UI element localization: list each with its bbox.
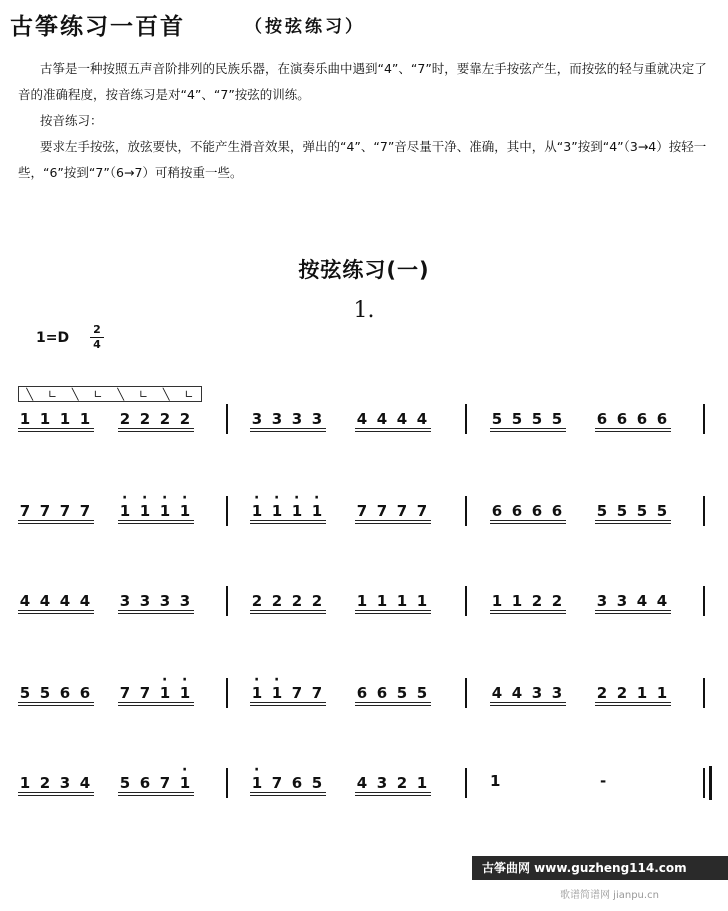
bow-mark: ╲ bbox=[162, 387, 170, 401]
note: 6 bbox=[491, 502, 503, 520]
beam-line bbox=[355, 428, 431, 429]
note: 7 bbox=[376, 502, 388, 520]
note: 3 bbox=[139, 592, 151, 610]
note: 7 bbox=[159, 774, 171, 792]
note: 7 bbox=[39, 502, 51, 520]
note: 6 bbox=[531, 502, 543, 520]
note: 5 bbox=[636, 502, 648, 520]
note: 4 bbox=[79, 774, 91, 792]
beam-line bbox=[18, 431, 94, 432]
beam-line bbox=[595, 428, 671, 429]
note: 3 bbox=[119, 592, 131, 610]
watermark-site: 古筝曲网 www.guzheng114.com bbox=[472, 856, 728, 880]
beam-line bbox=[18, 613, 94, 614]
note: 2 bbox=[39, 774, 51, 792]
note: 2 bbox=[291, 592, 303, 610]
note: 4 bbox=[511, 684, 523, 702]
score-row bbox=[0, 584, 728, 624]
note: 2 bbox=[179, 410, 191, 428]
beam-line bbox=[595, 705, 671, 706]
beam-line bbox=[355, 613, 431, 614]
note: 2 bbox=[531, 592, 543, 610]
beam-line bbox=[250, 705, 326, 706]
note: 6 bbox=[596, 410, 608, 428]
beam-line bbox=[490, 613, 566, 614]
note: 7 bbox=[416, 502, 428, 520]
note: 7 bbox=[311, 684, 323, 702]
beam-line bbox=[355, 792, 431, 793]
beam-line bbox=[595, 431, 671, 432]
bar-line bbox=[465, 586, 467, 616]
note: 5 bbox=[531, 410, 543, 428]
beam-line bbox=[490, 523, 566, 524]
note: 7 bbox=[396, 502, 408, 520]
beam-line bbox=[250, 792, 326, 793]
note: 6 bbox=[511, 502, 523, 520]
note: 6 bbox=[636, 410, 648, 428]
note: 4 bbox=[39, 592, 51, 610]
watermark-sub: 歌谱简谱网 jianpu.cn bbox=[560, 890, 659, 901]
note: · 1 bbox=[178, 684, 192, 702]
bar-line bbox=[703, 404, 705, 434]
intro-requirements: 要求左手按弦，放弦要快，不能产生滑音效果，弹出的“4”、“7”音尽量干净、准确，其中，从“3”按到“4”（3→4）按轻一些，“6”按到“7”（6→7）可稍按重一些。 bbox=[18, 139, 707, 180]
bar-line bbox=[226, 768, 228, 798]
beam-line bbox=[118, 610, 194, 611]
note: 5 bbox=[596, 502, 608, 520]
final-barline-thin bbox=[703, 768, 705, 798]
score-row bbox=[0, 766, 728, 806]
beam-line bbox=[18, 705, 94, 706]
note: 2 bbox=[271, 592, 283, 610]
bow-mark: ∟ bbox=[47, 387, 58, 401]
note: 5 bbox=[491, 410, 503, 428]
note: 5 bbox=[396, 684, 408, 702]
note: 2 bbox=[119, 410, 131, 428]
score-row bbox=[0, 402, 728, 442]
beam-line bbox=[18, 795, 94, 796]
note: 3 bbox=[291, 410, 303, 428]
beam-line bbox=[355, 705, 431, 706]
beam-line bbox=[355, 795, 431, 796]
final-barline bbox=[709, 766, 712, 800]
beam-line bbox=[355, 702, 431, 703]
beam-line bbox=[490, 428, 566, 429]
exercise-heading: 按弦练习(一) bbox=[298, 258, 430, 282]
note: · 1 bbox=[158, 684, 172, 702]
intro-paragraph: 古筝是一种按照五声音阶排列的民族乐器，在演奏乐曲中遇到“4”、“7”时，要靠左手按弦产生，而按弦的轻与重就决定了音的准确程度，按音练习是对“4”、“7”按弦的训练。 bbox=[18, 61, 707, 102]
note: 4 bbox=[416, 410, 428, 428]
beam-line bbox=[355, 523, 431, 524]
beam-line bbox=[118, 613, 194, 614]
note: 1 bbox=[416, 592, 428, 610]
note: 3 bbox=[59, 774, 71, 792]
note: 1 bbox=[491, 592, 503, 610]
beam-line bbox=[595, 523, 671, 524]
note: · 1 bbox=[270, 684, 284, 702]
note: 1 bbox=[19, 774, 31, 792]
beam-line bbox=[118, 520, 194, 521]
note: 4 bbox=[636, 592, 648, 610]
bow-mark: ╲ bbox=[26, 387, 34, 401]
note: · 1 bbox=[310, 502, 324, 520]
note: 3 bbox=[531, 684, 543, 702]
note: 1 bbox=[19, 410, 31, 428]
beam-line bbox=[490, 431, 566, 432]
note: 6 bbox=[59, 684, 71, 702]
bar-line bbox=[465, 768, 467, 798]
note: 6 bbox=[291, 774, 303, 792]
beam-line bbox=[490, 610, 566, 611]
beam-line bbox=[118, 428, 194, 429]
beam-line bbox=[490, 702, 566, 703]
note: 3 bbox=[311, 410, 323, 428]
beam-line bbox=[118, 795, 194, 796]
note: 4 bbox=[356, 410, 368, 428]
bowing-marks bbox=[18, 386, 202, 402]
note: 3 bbox=[551, 684, 563, 702]
score-row bbox=[0, 676, 728, 716]
note: 6 bbox=[79, 684, 91, 702]
note: 4 bbox=[79, 592, 91, 610]
beam-line bbox=[18, 702, 94, 703]
bow-mark: ╲ bbox=[71, 387, 79, 401]
beam-line bbox=[18, 792, 94, 793]
beam-line bbox=[595, 520, 671, 521]
note: 1 bbox=[396, 592, 408, 610]
beam-line bbox=[18, 610, 94, 611]
note: 5 bbox=[656, 502, 668, 520]
note: 7 bbox=[291, 684, 303, 702]
note: · 1 bbox=[178, 502, 192, 520]
note: 6 bbox=[356, 684, 368, 702]
note: · 1 bbox=[158, 502, 172, 520]
beam-line bbox=[118, 702, 194, 703]
beam-line bbox=[250, 428, 326, 429]
note: 1 bbox=[79, 410, 91, 428]
note: 2 bbox=[159, 410, 171, 428]
note: 5 bbox=[311, 774, 323, 792]
note: 5 bbox=[616, 502, 628, 520]
note: 6 bbox=[656, 410, 668, 428]
beam-line bbox=[250, 702, 326, 703]
note: · 1 bbox=[290, 502, 304, 520]
beam-line bbox=[490, 520, 566, 521]
note: 5 bbox=[39, 684, 51, 702]
beam-line bbox=[250, 520, 326, 521]
beam-line bbox=[595, 702, 671, 703]
beam-line bbox=[118, 431, 194, 432]
beam-line bbox=[18, 428, 94, 429]
bar-line bbox=[703, 496, 705, 526]
time-top: 2 bbox=[93, 323, 101, 336]
bar-line bbox=[226, 496, 228, 526]
beam-line bbox=[18, 520, 94, 521]
note: 2 bbox=[616, 684, 628, 702]
beam-line bbox=[250, 795, 326, 796]
note: 2 bbox=[396, 774, 408, 792]
beam-line bbox=[118, 523, 194, 524]
note: 4 bbox=[19, 592, 31, 610]
beam-line bbox=[355, 610, 431, 611]
note: 5 bbox=[119, 774, 131, 792]
note: 6 bbox=[551, 502, 563, 520]
note: 3 bbox=[376, 774, 388, 792]
note: 4 bbox=[396, 410, 408, 428]
note: 3 bbox=[251, 410, 263, 428]
note: 3 bbox=[616, 592, 628, 610]
note: 7 bbox=[356, 502, 368, 520]
note: 7 bbox=[119, 684, 131, 702]
intro-label: 按音练习： bbox=[40, 113, 103, 128]
note: 6 bbox=[376, 684, 388, 702]
beam-line bbox=[250, 613, 326, 614]
hold-dash: - bbox=[600, 772, 607, 790]
bow-mark: ∟ bbox=[138, 387, 149, 401]
bow-mark: ∟ bbox=[93, 387, 103, 401]
bar-line bbox=[465, 496, 467, 526]
time-signature bbox=[90, 324, 104, 351]
note: 6 bbox=[139, 774, 151, 792]
bar-line bbox=[465, 404, 467, 434]
bar-line bbox=[703, 678, 705, 708]
note: · 1 bbox=[138, 502, 152, 520]
note: 1 bbox=[636, 684, 648, 702]
page-subtitle: （按弦练习） bbox=[245, 17, 365, 37]
note: 4 bbox=[656, 592, 668, 610]
note: 3 bbox=[159, 592, 171, 610]
note: 1 bbox=[356, 592, 368, 610]
bar-line bbox=[226, 586, 228, 616]
note: 1 bbox=[511, 592, 523, 610]
beam-line bbox=[250, 523, 326, 524]
note: · 1 bbox=[250, 684, 264, 702]
note: 3 bbox=[596, 592, 608, 610]
bar-line bbox=[226, 404, 228, 434]
beam-line bbox=[490, 705, 566, 706]
note: 1 bbox=[656, 684, 668, 702]
bow-mark: ╲ bbox=[117, 387, 125, 401]
note: · 1 bbox=[118, 502, 132, 520]
note: 6 bbox=[616, 410, 628, 428]
beam-line bbox=[118, 705, 194, 706]
bar-line bbox=[703, 586, 705, 616]
note: 2 bbox=[596, 684, 608, 702]
beam-line bbox=[250, 431, 326, 432]
note: 5 bbox=[416, 684, 428, 702]
note: 4 bbox=[491, 684, 503, 702]
exercise-number: 1. bbox=[353, 298, 375, 323]
note: 2 bbox=[251, 592, 263, 610]
note: 2 bbox=[551, 592, 563, 610]
note: · 1 bbox=[270, 502, 284, 520]
note: 7 bbox=[271, 774, 283, 792]
bar-line bbox=[465, 678, 467, 708]
last-note: 1 bbox=[490, 772, 501, 790]
note: 4 bbox=[376, 410, 388, 428]
note: 1 bbox=[39, 410, 51, 428]
beam-line bbox=[18, 523, 94, 524]
note: 7 bbox=[139, 684, 151, 702]
note: 7 bbox=[19, 502, 31, 520]
note: 5 bbox=[511, 410, 523, 428]
time-bottom: 4 bbox=[93, 338, 101, 351]
note: 7 bbox=[59, 502, 71, 520]
note: · 1 bbox=[250, 502, 264, 520]
note: 2 bbox=[139, 410, 151, 428]
note: 5 bbox=[551, 410, 563, 428]
note: 3 bbox=[179, 592, 191, 610]
note: 1 bbox=[59, 410, 71, 428]
note: 1 bbox=[416, 774, 428, 792]
note: 4 bbox=[59, 592, 71, 610]
beam-line bbox=[355, 431, 431, 432]
beam-line bbox=[118, 792, 194, 793]
note: 1 bbox=[376, 592, 388, 610]
key-signature: 1=D bbox=[36, 330, 70, 346]
note: 5 bbox=[19, 684, 31, 702]
note: 3 bbox=[271, 410, 283, 428]
beam-line bbox=[595, 613, 671, 614]
score-row bbox=[0, 494, 728, 534]
note: · 1 bbox=[250, 774, 264, 792]
beam-line bbox=[595, 610, 671, 611]
note: 2 bbox=[311, 592, 323, 610]
bow-mark: ∟ bbox=[184, 387, 194, 401]
note: 4 bbox=[356, 774, 368, 792]
note: · 1 bbox=[178, 774, 192, 792]
beam-line bbox=[355, 520, 431, 521]
bar-line bbox=[226, 678, 228, 708]
beam-line bbox=[250, 610, 326, 611]
note: 7 bbox=[79, 502, 91, 520]
page-title: 古筝练习一百首 bbox=[10, 14, 185, 40]
